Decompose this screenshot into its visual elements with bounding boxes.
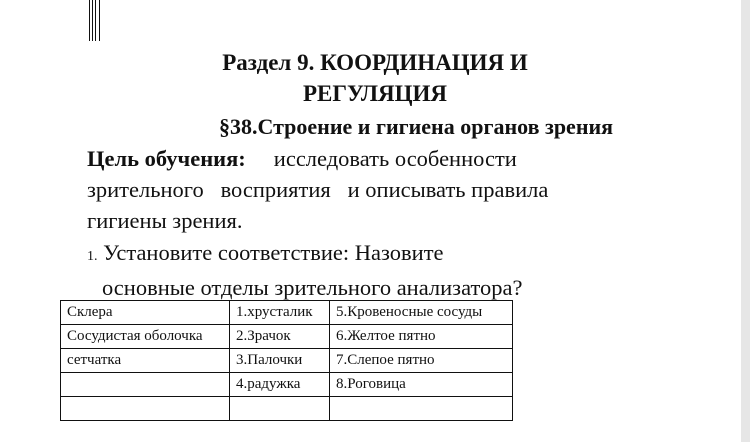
table-cell: 4.радужка (230, 373, 330, 397)
table-cell: 5.Кровеносные сосуды (330, 301, 513, 325)
task-text-1: Установите соответствие: Назовите (103, 240, 444, 265)
table-cell: 1.хрусталик (230, 301, 330, 325)
task-line-1 (87, 237, 522, 272)
table-cell (61, 373, 230, 397)
goal-label: Цель обучения: (87, 146, 246, 171)
table-cell: 8.Роговица (330, 373, 513, 397)
table-cell (330, 397, 513, 421)
subsection-title: §38.Строение и гигиена органов зрения (219, 114, 614, 139)
table-row (61, 397, 513, 421)
goal-text-1: исследовать особенности (273, 146, 517, 171)
table-cell: Сосудистая оболочка (61, 325, 230, 349)
goal-line-1 (87, 143, 647, 174)
matching-table (60, 300, 513, 421)
table-cell (61, 397, 230, 421)
goal-text-2: зрительного восприятия и описывать правила (87, 177, 549, 202)
table-cell: 6.Желтое пятно (330, 325, 513, 349)
table-cell: 7.Слепое пятно (330, 349, 513, 373)
table-row (61, 373, 513, 397)
section-title-line2: РЕГУЛЯЦИЯ (302, 81, 447, 106)
table-row (61, 349, 513, 373)
task-number: 1. (87, 249, 98, 264)
goal-text-3: гигиены зрения. (87, 208, 243, 233)
table-row (61, 325, 513, 349)
table-cell: 2.Зрачок (230, 325, 330, 349)
table-cell: Склера (61, 301, 230, 325)
table-row (61, 301, 513, 325)
section-title-line1: Раздел 9. КООРДИНАЦИЯ И (222, 50, 528, 75)
learning-goal (87, 143, 647, 236)
task-question (87, 237, 522, 303)
table-cell (230, 397, 330, 421)
margin-mark (89, 0, 100, 41)
table-cell: сетчатка (61, 349, 230, 373)
task-text-2: основные отделы зрительного анализатора? (102, 275, 523, 300)
table-cell: 3.Палочки (230, 349, 330, 373)
